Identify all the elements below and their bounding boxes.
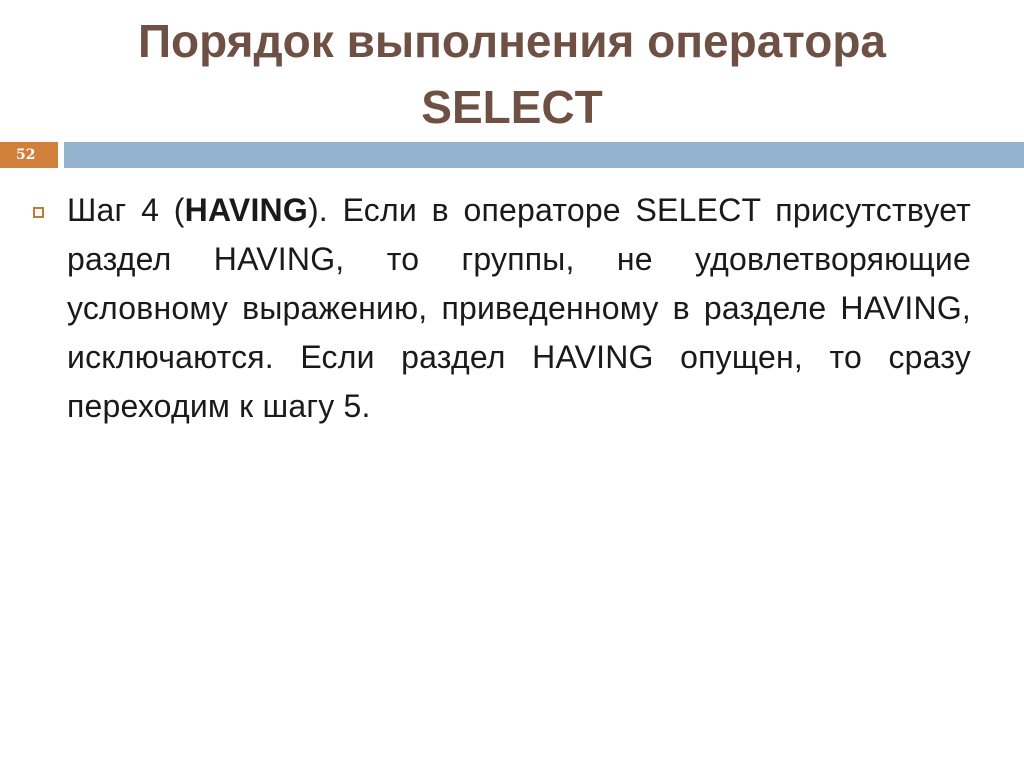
page-number-badge: 52	[0, 142, 58, 168]
bullet-keyword: HAVING	[184, 192, 308, 228]
slide-title: Порядок выполнения оператора SELECT	[137, 15, 887, 133]
bullet-prefix: Шаг 4 (	[67, 192, 185, 228]
square-bullet-icon	[33, 207, 44, 218]
bullet-paragraph	[67, 186, 971, 431]
bullet-text: ). Если в операторе SELECT присутствует раздел HAVING, то группы, не удовлетворяющие условному выражению, приведенному в разделе HAVING, исключаются. Если раздел HAVING опущен, то сразу переходим к шагу 5.	[67, 192, 971, 424]
header-rule-bar	[64, 142, 1024, 168]
